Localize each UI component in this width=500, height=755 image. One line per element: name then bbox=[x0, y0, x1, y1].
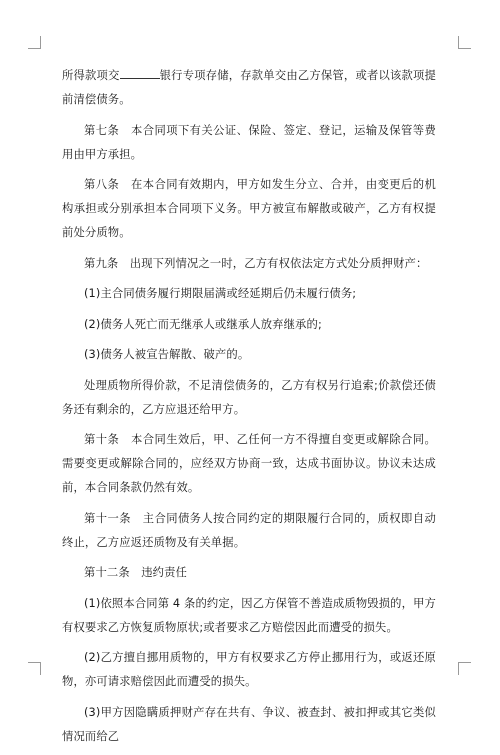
crop-mark-bottom-right bbox=[458, 662, 471, 675]
crop-mark-top-right bbox=[458, 36, 471, 49]
article-12-item-3: (3)甲方因隐瞒质押财产存在共有、争议、被查封、被扣押或其它类似情况而给乙 bbox=[62, 705, 436, 743]
article-9-item-2: (2)债务人死亡而无继承人或继承人放弃继承的; bbox=[84, 317, 322, 331]
article-8: 第八条 在本合同有效期内，甲方如发生分立、合并，由变更后的机构承担或分别承担本合同项下义务。甲方被宣布解散或破产，乙方有权提前处分质物。 bbox=[62, 178, 436, 239]
article-9: 第九条 出现下列情况之一时，乙方有权依法定方式处分质押财产： bbox=[84, 256, 428, 270]
article-9-proceeds: 处理质物所得价款，不足清偿债务的，乙方有权另行追索;价款偿还债务还有剩余的，乙方应退还给甲方。 bbox=[62, 378, 436, 416]
article-12-item-2: (2)乙方擅自挪用质物的，甲方有权要求乙方停止挪用行为，或返还原物，亦可请求赔偿因此而遭受的损失。 bbox=[62, 651, 436, 688]
article-9-item-3: (3)债务人被宣告解散、破产的。 bbox=[84, 348, 250, 361]
article-9-item-1: (1)主合同债务履行期限届满或经延期后仍未履行债务; bbox=[84, 287, 357, 300]
fill-in-blank bbox=[120, 66, 160, 79]
document-body bbox=[62, 64, 436, 755]
article-12-heading: 第十二条 违约责任 bbox=[84, 566, 188, 579]
crop-mark-top-left bbox=[28, 36, 41, 49]
article-7: 第七条 本合同项下有关公证、保险、签定、登记，运输及保管等费用由甲方承担。 bbox=[62, 123, 436, 161]
paragraph-intro-before: 所得款项交 bbox=[62, 69, 120, 82]
article-10: 第十条 本合同生效后，甲、乙任何一方不得擅自变更或解除合同。需要变更或解除合同的，应经双方协商一致，达成书面协议。协议未达成前，本合同条款仍然有效。 bbox=[62, 433, 436, 494]
crop-mark-bottom-left bbox=[28, 662, 41, 675]
article-11: 第十一条 主合同债务人按合同约定的期限履行合同的，质权即自动终止，乙方应返还质物及有关单据。 bbox=[62, 511, 436, 549]
paragraph-intro-after: 银行专项存储，存款单交由乙方保管，或者以该款项提前清偿债务。 bbox=[62, 69, 436, 106]
paragraph-intro bbox=[62, 64, 436, 112]
article-12-item-1: (1)依照本合同第 4 条的约定，因乙方保管不善造成质物毁损的，甲方有权要求乙方恢复质物原状;或者要求乙方赔偿因此而遭受的损失。 bbox=[62, 596, 436, 634]
